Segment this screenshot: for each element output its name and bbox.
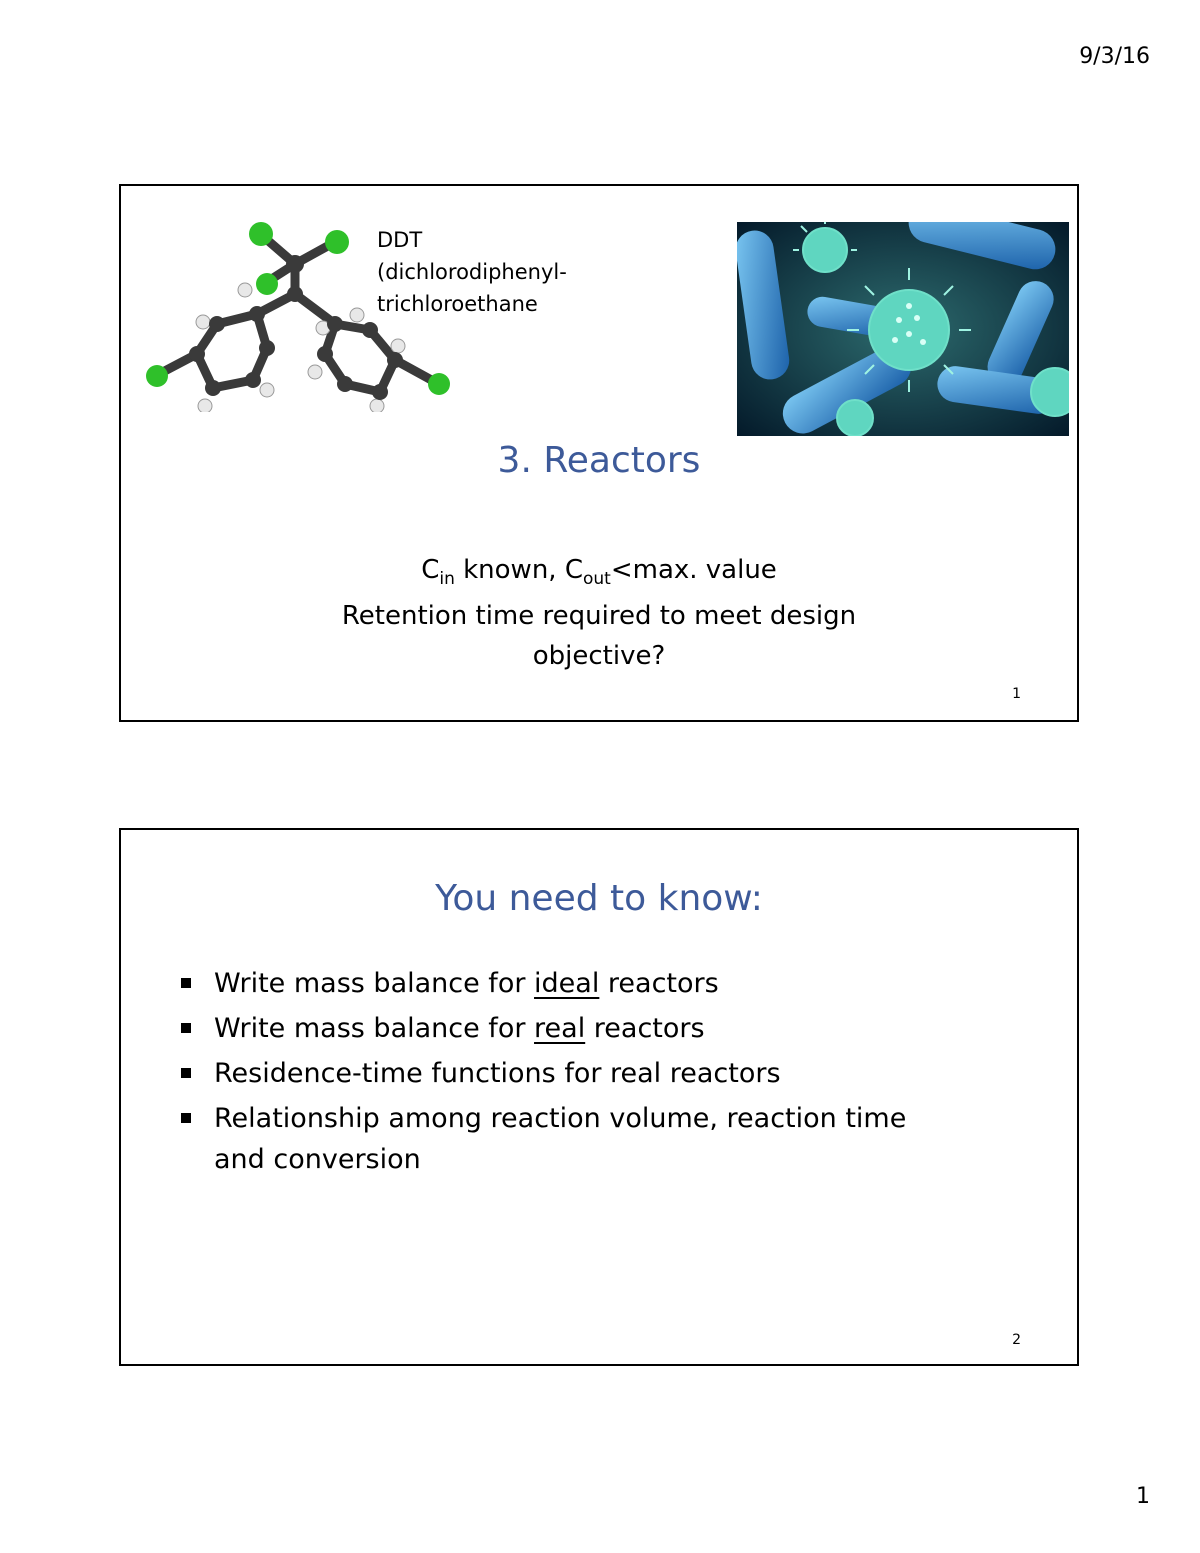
ddt-line: DDT [377, 228, 423, 252]
list-item: Write mass balance for real reactors [177, 1008, 1037, 1049]
ddt-line: trichloroethane [377, 292, 538, 316]
page-number: 1 [1136, 1484, 1150, 1509]
square-bullet-icon [181, 978, 191, 988]
slide-1-body [121, 550, 1077, 676]
ddt-line: (dichlorodiphenyl- [377, 260, 567, 284]
ddt-label [377, 224, 567, 320]
square-bullet-icon [181, 1068, 191, 1078]
list-item: Relationship among reaction volume, reaction time and conversion [177, 1098, 1037, 1180]
list-item: Write mass balance for ideal reactors [177, 963, 1037, 1004]
slide-1-line-3: objective? [532, 641, 666, 671]
slide-2-number: 2 [1012, 1332, 1021, 1348]
bacteria-image [737, 222, 1069, 436]
slide-1-line-1: $C_{in}$ known, $C_{out}<\max$. value [421, 555, 777, 589]
slide-1-number: 1 [1012, 686, 1021, 702]
slide-2-title: You need to know: [435, 878, 763, 919]
square-bullet-icon [181, 1113, 191, 1123]
square-bullet-icon [181, 1023, 191, 1033]
page-date: 9/3/16 [1079, 44, 1150, 69]
slide-1 [119, 184, 1079, 722]
slide-2 [119, 828, 1079, 1366]
slide-1-line-2: Retention time required to meet design [341, 601, 857, 631]
slide-1-title: 3. Reactors [497, 440, 701, 481]
bullet-list [177, 963, 1037, 1184]
list-item: Residence-time functions for real reactors [177, 1053, 1037, 1094]
